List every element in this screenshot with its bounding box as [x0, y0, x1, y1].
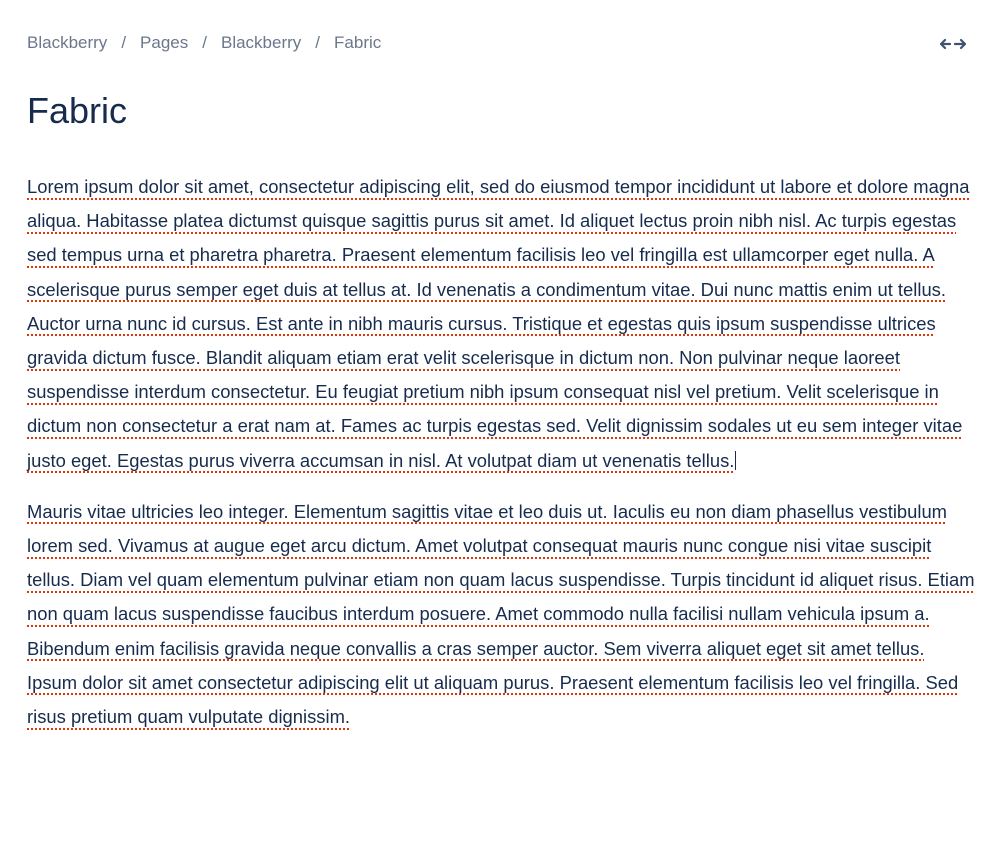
breadcrumb-item-space[interactable]: Blackberry: [27, 33, 108, 52]
paragraph-1[interactable]: [27, 170, 979, 478]
page-editor-content[interactable]: [27, 170, 979, 751]
text-cursor: [735, 451, 736, 470]
paragraph-1-text[interactable]: Lorem ipsum dolor sit amet, consectetur adipiscing elit, sed do eiusmod tempor incididunt ut labore et dolore magna aliqua. Habitasse platea dictumst quisque sagittis purus sit amet. Id aliquet lectus proin nibh nisl. Ac turpis egestas sed tempus urna et pharetra pharetra. Praesent elementum facilisis leo vel fringilla est ullamcorper eget nulla. A scelerisque purus semper eget duis at tellus at. Id venenatis a condimentum vitae. Dui nunc mattis enim ut tellus. Auctor urna nunc id cursus. Est ante in nibh mauris cursus. Tristique et egestas quis ipsum suspendisse ultrices gravida dictum fusce. Blandit aliquam etiam erat velit scelerisque in dictum non. Non pulvinar neque laoreet suspendisse interdum consectetur. Eu feugiat pretium nibh ipsum consequat nisl vel pretium. Velit scelerisque in dictum non consectetur a erat nam at. Fames ac turpis egestas sed. Velit dignissim sodales ut eu sem integer vitae justo eget. Egestas purus viverra accumsan in nisl. At volutpat diam ut venenatis tellus.: [27, 176, 970, 471]
breadcrumb-separator: /: [202, 33, 207, 52]
expand-width-icon: [940, 38, 966, 50]
breadcrumb-separator: /: [121, 33, 127, 52]
breadcrumb-item-pages[interactable]: Pages: [140, 33, 189, 52]
breadcrumb-item-current[interactable]: Fabric: [334, 33, 382, 52]
expand-width-button[interactable]: [938, 34, 968, 54]
breadcrumb: [27, 32, 381, 54]
breadcrumb-item-parent[interactable]: Blackberry: [220, 33, 302, 52]
page-title[interactable]: Fabric: [27, 90, 128, 131]
breadcrumb-separator: /: [315, 33, 321, 52]
paragraph-2[interactable]: Mauris vitae ultricies leo integer. Elementum sagittis vitae et leo duis ut. Iaculis eu non diam phasellus vestibulum lorem sed. Vivamus at augue eget arcu dictum. Amet volutpat consequat mauris nunc congue nisi vitae suscipit tellus. Diam vel quam elementum pulvinar etiam non quam lacus suspendisse. Turpis tincidunt id aliquet risus. Etiam non quam lacus suspendisse faucibus interdum posuere. Amet commodo nulla facilisi nullam vehicula ipsum a. Bibendum enim facilisis gravida neque convallis a cras semper auctor. Sem viverra aliquet eget sit amet tellus. Ipsum dolor sit amet consectetur adipiscing elit ut aliquam purus. Praesent elementum facilisis leo vel fringilla. Sed risus pretium quam vulputate dignissim.: [27, 500, 975, 728]
